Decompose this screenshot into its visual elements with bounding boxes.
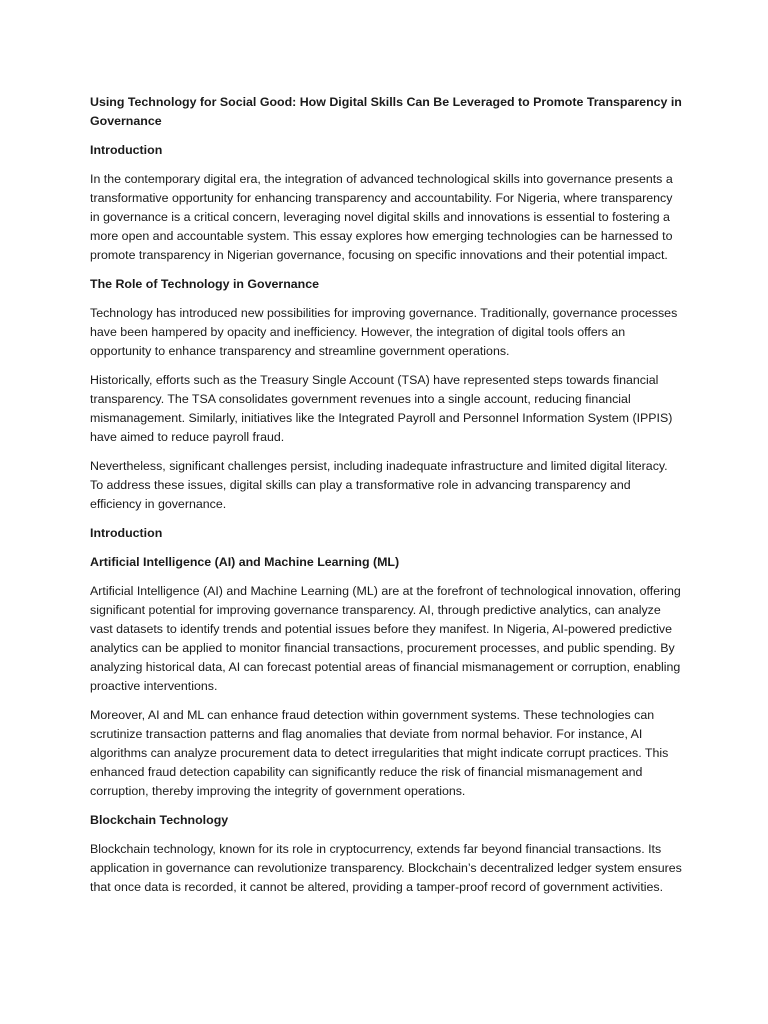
section-heading-ai-ml: Artificial Intelligence (AI) and Machine Learning (ML) — [90, 555, 400, 569]
document-page — [90, 93, 682, 907]
section-heading-blockchain: Blockchain Technology — [90, 813, 229, 827]
paragraph-introduction: In the contemporary digital era, the integration of advanced technological skills into governance presents a transformative opportunity for enhancing transparency and accountability. For Nigeria, where transparency in governance is a critical concern, leveraging novel digital skills and innovations is essential to fostering a more open and accountable system. This essay explores how emerging technologies can be harnessed to promote transparency in Nigerian governance, focusing on specific innovations and their potential impact. — [90, 172, 673, 262]
paragraph-ai-ml-1: Artificial Intelligence (AI) and Machine Learning (ML) are at the forefront of technological innovation, offering significant potential for improving governance transparency. AI, through predictive analytics, can analyze vast datasets to identify trends and potential issues before they manifest. In Nigeria, AI-powered predictive analytics can be applied to monitor financial transactions, procurement processes, and public spending. By analyzing historical data, AI can forecast potential areas of financial mismanagement or corruption, enabling proactive interventions. — [90, 584, 681, 693]
paragraph-role-1: Technology has introduced new possibilities for improving governance. Traditionally, governance processes have been hampered by opacity and inefficiency. However, the integration of digital tools offers an opportunity to enhance transparency and streamline government operations. — [90, 306, 678, 358]
paragraph-blockchain-1: Blockchain technology, known for its role in cryptocurrency, extends far beyond financial transactions. Its application in governance can revolutionize transparency. Blockchain’s decentralized ledger system ensures that once data is recorded, it cannot be altered, providing a tamper-proof record of government activities. — [90, 842, 682, 894]
paragraph-role-3: Nevertheless, significant challenges persist, including inadequate infrastructure and limited digital literacy. To address these issues, digital skills can play a transformative role in advancing transparency and efficiency in governance. — [90, 459, 668, 511]
section-heading-introduction: Introduction — [90, 143, 163, 157]
document-title: Using Technology for Social Good: How Digital Skills Can Be Leveraged to Promote Transparency in Governance — [90, 95, 682, 128]
section-heading-role-of-technology: The Role of Technology in Governance — [90, 277, 320, 291]
paragraph-role-2: Historically, efforts such as the Treasury Single Account (TSA) have represented steps towards financial transparency. The TSA consolidates government revenues into a single account, reducing financial mismanagement. Similarly, initiatives like the Integrated Payroll and Personnel Information System (IPPIS) have aimed to reduce payroll fraud. — [90, 373, 673, 444]
paragraph-ai-ml-2: Moreover, AI and ML can enhance fraud detection within government systems. These technologies can scrutinize transaction patterns and flag anomalies that deviate from normal behavior. For instance, AI algorithms can analyze procurement data to detect irregularities that might indicate corrupt practices. This enhanced fraud detection capability can significantly reduce the risk of financial mismanagement and corruption, thereby improving the integrity of government operations. — [90, 708, 669, 798]
section-heading-introduction-2: Introduction — [90, 526, 163, 540]
